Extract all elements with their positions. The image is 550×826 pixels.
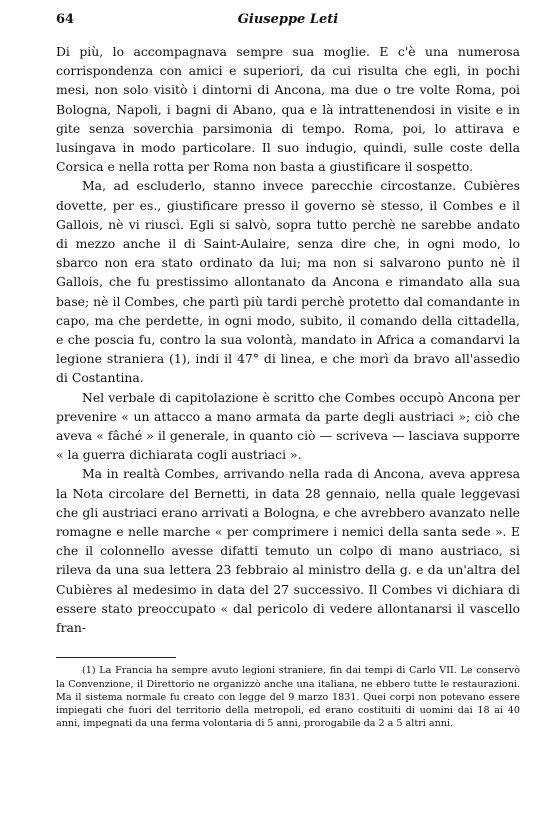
running-title: Giuseppe Leti [237,12,339,27]
paragraph: Ma in realtà Combes, arrivando nella rada di Ancona, aveva appresa la Nota circolare del Bernetti, in data 28 gennaio, nella quale leggevasi che gli austriaci erano arrivati a Bologna, e che avrebbero avanzato nelle romagne e nelle marche « per comprimere i nemici della santa sede ». E che il colonnello avesse difatti temuto un colpo di mano austriaco, si rileva da una sua lettera 23 febbraio al ministro della g. e da un'altra del Cubières al medesimo in data del 27 successivo. Il Combes vi dichiara di essere stato preoccupato « dal pericolo di vedere allontanarsi il vascello fran- [56,466,520,636]
paragraph: Ma, ad escluderlo, stanno invece parecchie circostanze. Cubières dovette, per es., giustificare presso il governo sè stesso, il Combes e il Gallois, nè vi riuscì. Egli si salvò, sopra tutto perchè ne sarebbe andato di mezzo anche il di Saint-Aulaire, senza dire che, in ogni modo, lo sbarco non era stato ordinato da lui; ma non si salvarono punto nè il Gallois, che fu prestissimo allontanato da Ancona e rimandato alla sua base; nè il Combes, che partì più tardi perchè protetto dal comandante in capo, ma che perdette, in ogni modo, subito, il comando della cittadella, e che poscia fu, contro la sua volontà, mandato in Africa a comandarvi la legione straniera (1), indi il 47° di linea, e che morì da bravo all'assedio di Costantina. [56,178,520,386]
body-text [56,42,520,637]
page-header [56,10,520,34]
paragraph: Di più, lo accompagnava sempre sua moglie. E c'è una numerosa corrispondenza con amici e superiori, da cui risulta che egli, in pochi mesi, non solo visitò i dintorni di Ancona, ma due o tre volte Roma, poi Bologna, Napoli, i bagni di Abano, qua e là intrattenendosi in visite e in gite senza soverchia parsimonia di tempo. Roma, poi, lo attirava e lusingava in modo particolare. Il suo indugio, quindi, sulle coste della Corsica e nella rotta per Roma non basta a giustificare il sospetto. [56,44,520,175]
page-number: 64 [56,12,75,27]
footnote-divider [56,657,176,658]
paragraph: Nel verbale di capitolazione è scritto che Combes occupò Ancona per prevenire « un attacco a mano armata da parte degli austriaci »; ciò che aveva « fâché » il generale, in quanto ciò — scriveva — lasciava supporre « la guerra dichiarata cogli austriaci ». [56,389,520,463]
footnote: (1) La Francia ha sempre avuto legioni straniere, fin dai tempi di Carlo VII. Le conservò la Convenzione, il Direttorio ne organizzò anche una italiana, ne ebbero tutte le restaurazioni. Ma il sistema normale fu creato con legge del 9 marzo 1831. Quei corpi non potevano essere impiegati che fuori del territorio della metropoli, ed erano costituiti di uomini dai 18 ai 40 anni, impegnati da una ferma volontaria di 5 anni, prorogabile da 2 a 5 altri anni. [56,665,520,730]
